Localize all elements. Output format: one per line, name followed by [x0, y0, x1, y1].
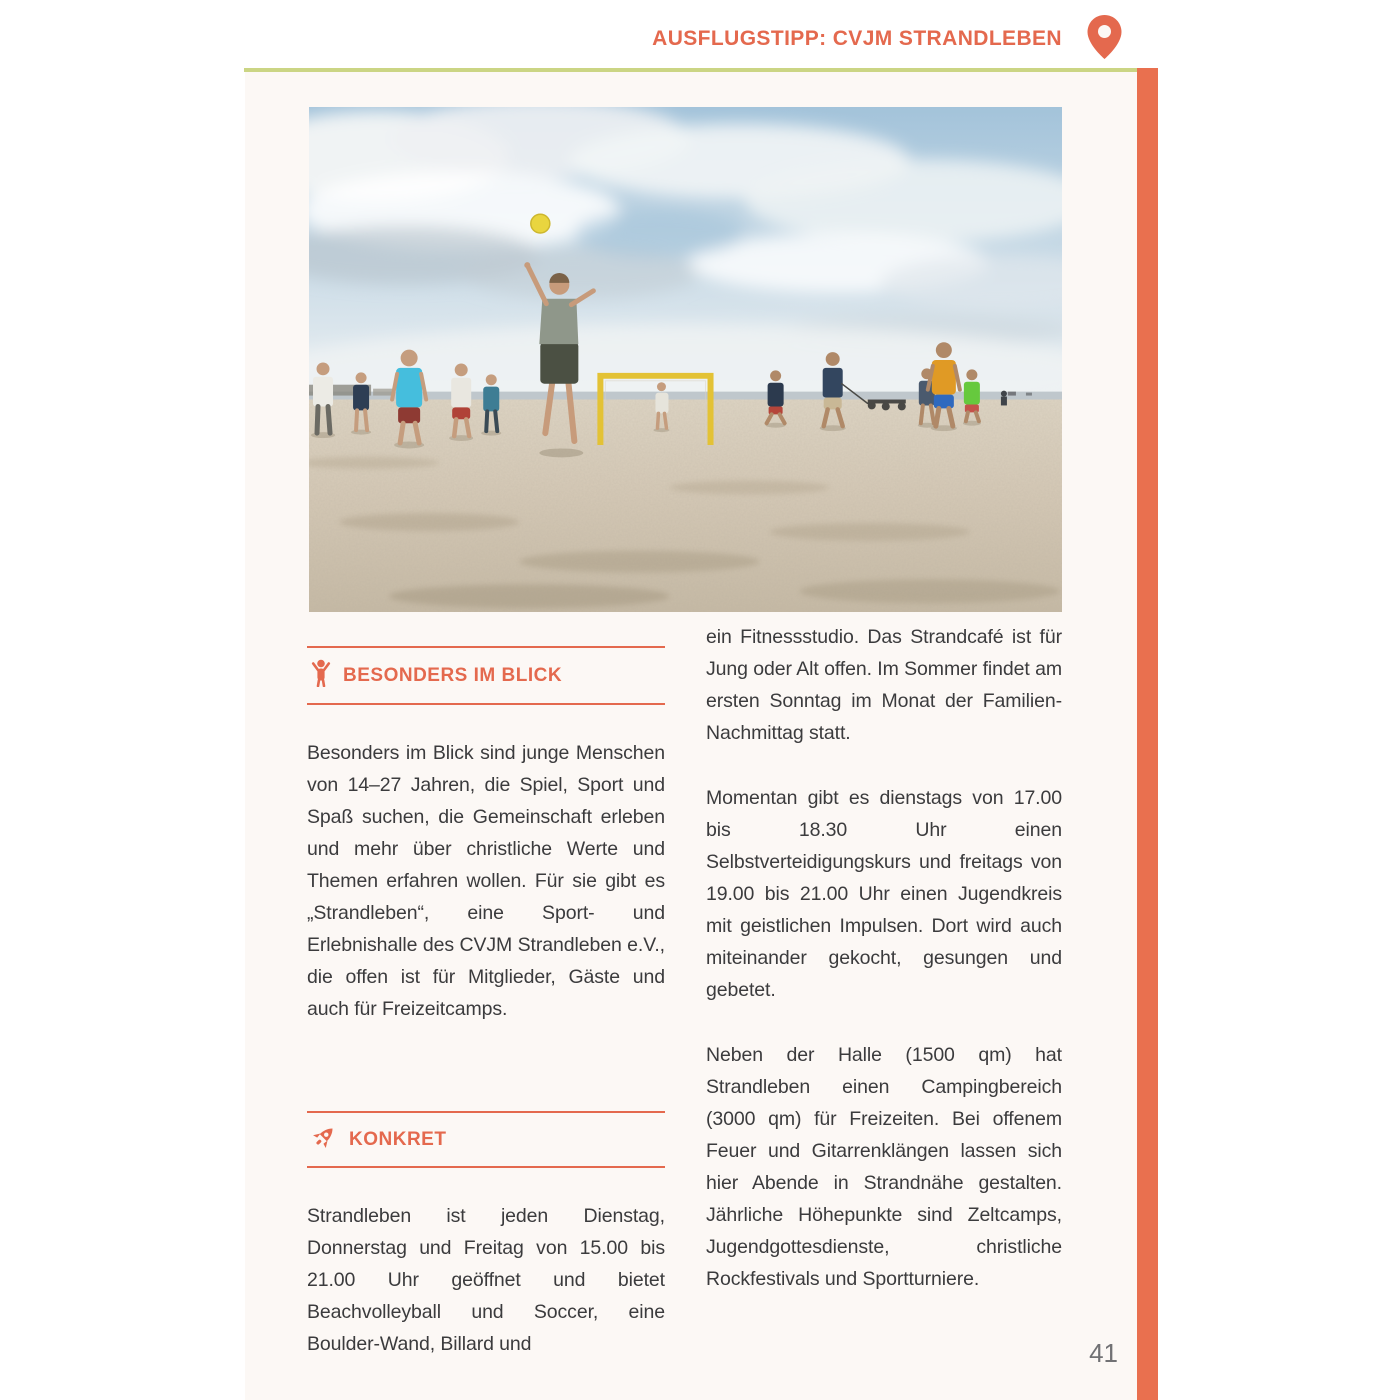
right-paragraph-3: Neben der Halle (1500 qm) hat Strandleben einen Campingbereich (3000 qm) für Freizeiten. Bei offenem Feuer und Gitarrenklängen lassen sich hier Abende in Strandnähe gestalten. Jährliche Höhepunkte sind Zeltcamps, Jugendgottesdienste, christliche Rockfestivals und Sportturniere. [706, 1044, 1062, 1290]
section-title-besonders: BESONDERS IM BLICK [343, 664, 563, 686]
cheering-person-icon [311, 659, 331, 692]
page-header-title: AUSFLUGSTIPP: CVJM STRANDLEBEN [652, 27, 1062, 50]
besonders-paragraph: Besonders im Blick sind junge Menschen von 14–27 Jahren, die Spiel, Sport und Spaß suchen, die Gemeinschaft erleben und mehr über christliche Werte und Themen erfahren wollen. Für sie gibt es „Strandleben“, eine Sport- und Erlebnishalle des CVJM Strandleben e.V., die offen ist für Mitglieder, Gäste und auch für Freizeitcamps. [307, 742, 665, 1020]
section-title-konkret: KONKRET [349, 1128, 447, 1150]
right-column [706, 621, 1062, 1328]
konkret-paragraph: Strandleben ist jeden Dienstag, Donnerstag und Freitag von 15.00 bis 21.00 Uhr geöffnet und bietet Beachvolleyball und Soccer, eine Boulder-Wand, Billard und [307, 1205, 665, 1355]
beach-sports-photo [309, 107, 1062, 612]
photo-ball [531, 214, 550, 233]
page-number: 41 [1089, 1338, 1118, 1368]
rocket-icon [311, 1124, 337, 1155]
left-column [307, 646, 665, 1360]
section-head-besonders [307, 646, 665, 705]
right-paragraph-2: Momentan gibt es dienstags von 17.00 bis 18.30 Uhr einen Selbstverteidigungskurs und freitags von 19.00 bis 21.00 Uhr einen Jugendkreis mit geistlichen Impulsen. Dort wird auch miteinander gekocht, gesungen und gebetet. [706, 787, 1062, 1001]
page-edge-bar [1137, 68, 1158, 1400]
map-pin-icon [1086, 14, 1123, 65]
section-head-konkret [307, 1111, 665, 1168]
right-paragraph-1: ein Fitnessstudio. Das Strandcafé ist für Jung oder Alt offen. Im Sommer findet am ersten Sonntag im Monat der Familien-Nachmittag statt. [706, 626, 1062, 744]
